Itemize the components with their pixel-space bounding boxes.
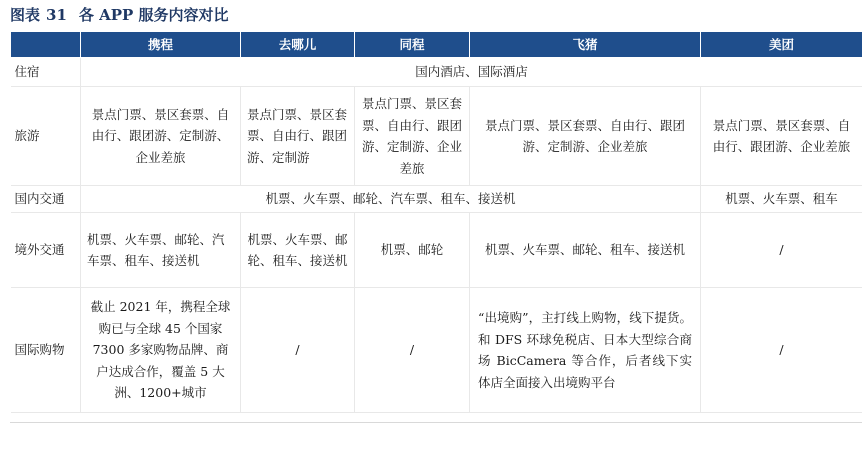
header-ctrip: 携程 — [81, 32, 241, 58]
intl-shopping-ctrip-cell: 截止 2021 年，携程全球购已与全球 45 个国家 7300 多家购物品牌、商户达成合作，覆盖 5 大洲、1200+城市 — [81, 288, 241, 413]
intl-shopping-meituan-cell: / — [701, 288, 862, 413]
tourism-tongcheng-cell: 景点门票、景区套票、自由行、跟团游、定制游、企业差旅 — [355, 87, 470, 186]
figure-label: 图表 — [10, 6, 41, 24]
row-header-domestic-transport: 国内交通 — [11, 186, 81, 213]
figure-title — [10, 4, 229, 26]
lodging-merged-cell: 国内酒店、国际酒店 — [81, 58, 862, 87]
table-row — [11, 186, 862, 213]
app-comparison-table — [10, 31, 862, 413]
table-row — [11, 87, 862, 186]
header-qunar: 去哪儿 — [241, 32, 355, 58]
overseas-transport-meituan-cell: / — [701, 213, 862, 288]
overseas-transport-ctrip-cell: 机票、火车票、邮轮、汽车票、租车、接送机 — [81, 213, 241, 288]
row-header-overseas-transport: 境外交通 — [11, 213, 81, 288]
table-row — [11, 58, 862, 87]
overseas-transport-tongcheng-cell: 机票、邮轮 — [355, 213, 470, 288]
intl-shopping-qunar-cell: / — [241, 288, 355, 413]
header-corner — [11, 32, 81, 58]
domestic-transport-meituan-cell: 机票、火车票、租车 — [701, 186, 862, 213]
intl-shopping-fliggy-cell: “出境购”，主打线上购物，线下提货。和 DFS 环球免税店、日本大型综合商场 BicCamera 等合作，后者线下实体店全面接入出境购平台 — [470, 288, 701, 413]
row-header-tourism: 旅游 — [11, 87, 81, 186]
header-fliggy: 飞猪 — [470, 32, 701, 58]
table-bottom-divider — [10, 422, 862, 423]
header-tongcheng: 同程 — [355, 32, 470, 58]
row-header-intl-shopping: 国际购物 — [11, 288, 81, 413]
tourism-fliggy-cell: 景点门票、景区套票、自由行、跟团游、定制游、企业差旅 — [470, 87, 701, 186]
figure-caption: 各 APP 服务内容对比 — [78, 6, 229, 24]
tourism-ctrip-cell: 景点门票、景区套票、自由行、跟团游、定制游、企业差旅 — [81, 87, 241, 186]
domestic-transport-merged-cell: 机票、火车票、邮轮、汽车票、租车、接送机 — [81, 186, 701, 213]
overseas-transport-fliggy-cell: 机票、火车票、邮轮、租车、接送机 — [470, 213, 701, 288]
table-row — [11, 213, 862, 288]
figure-number: 31 — [46, 6, 67, 24]
row-header-lodging: 住宿 — [11, 58, 81, 87]
table-row — [11, 288, 862, 413]
header-meituan: 美团 — [701, 32, 862, 58]
tourism-meituan-cell: 景点门票、景区套票、自由行、跟团游、企业差旅 — [701, 87, 862, 186]
intl-shopping-tongcheng-cell: / — [355, 288, 470, 413]
header-row — [11, 32, 862, 58]
tourism-qunar-cell: 景点门票、景区套票、自由行、跟团游、定制游 — [241, 87, 355, 186]
overseas-transport-qunar-cell: 机票、火车票、邮轮、租车、接送机 — [241, 213, 355, 288]
